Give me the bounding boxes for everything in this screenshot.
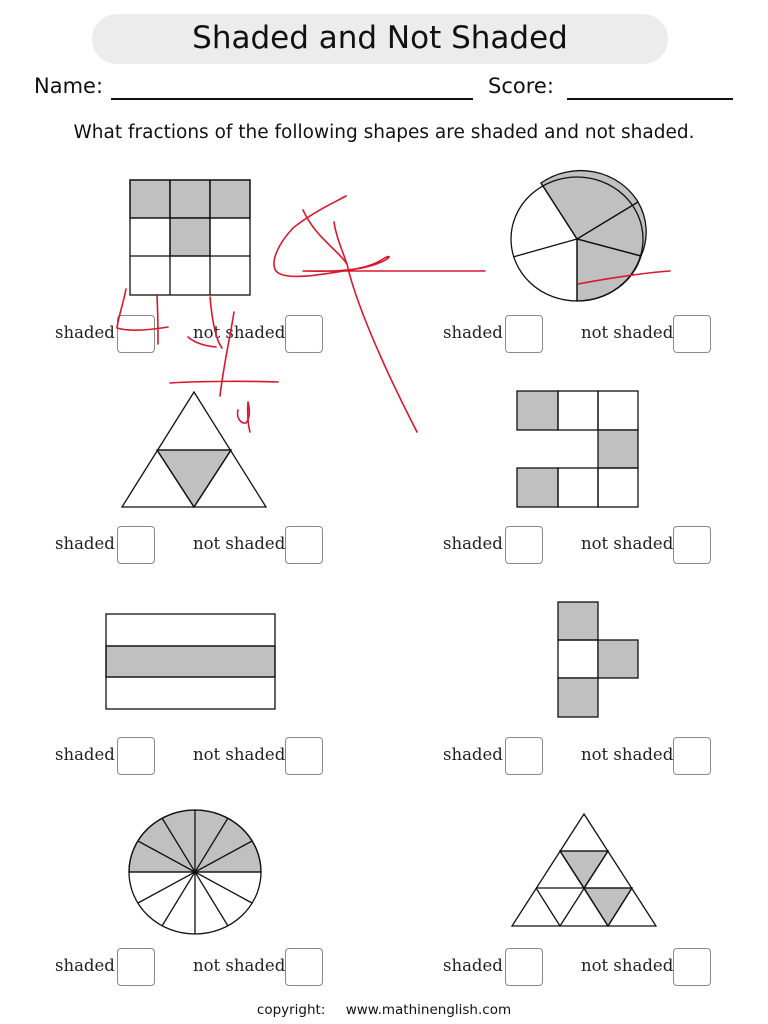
not-shaded-label: not shaded xyxy=(581,534,674,553)
not-shaded-label: not shaded xyxy=(193,534,286,553)
seven-squares-shape xyxy=(517,391,638,507)
triangle-nine-parts-shape xyxy=(512,814,656,926)
not-shaded-label: not shaded xyxy=(193,956,286,975)
circle-five-sectors-shape xyxy=(511,171,646,301)
copyright-footer xyxy=(0,1002,768,1018)
not-shaded-label: not shaded xyxy=(193,745,286,764)
not-shaded-label: not shaded xyxy=(581,956,674,975)
triangle-four-parts-shape xyxy=(122,392,266,507)
shaded-label: shaded xyxy=(55,534,115,553)
shaded-label: shaded xyxy=(443,745,503,764)
four-squares-shape xyxy=(558,602,638,717)
website-link[interactable]: www.mathinenglish.com xyxy=(345,1002,512,1018)
worksheet-title: Shaded and Not Shaded xyxy=(192,20,568,56)
shaded-label: shaded xyxy=(443,956,503,975)
not-shaded-label: not shaded xyxy=(581,323,674,342)
grid-shape xyxy=(130,180,250,295)
not-shaded-label: not shaded xyxy=(193,323,286,342)
circle-twelve-sectors-shape xyxy=(129,810,261,934)
shaded-label: shaded xyxy=(443,534,503,553)
name-label: Name: xyxy=(34,74,104,98)
shaded-label: shaded xyxy=(443,323,503,342)
copyright-label: copyright: xyxy=(256,1002,326,1018)
shaded-label: shaded xyxy=(55,956,115,975)
shaded-label: shaded xyxy=(55,323,115,342)
striped-rectangle-shape xyxy=(106,614,275,709)
shaded-label: shaded xyxy=(55,745,115,764)
instructions: What fractions of the following shapes are shaded and not shaded. xyxy=(73,122,695,143)
score-label: Score: xyxy=(488,74,554,98)
not-shaded-label: not shaded xyxy=(581,745,674,764)
